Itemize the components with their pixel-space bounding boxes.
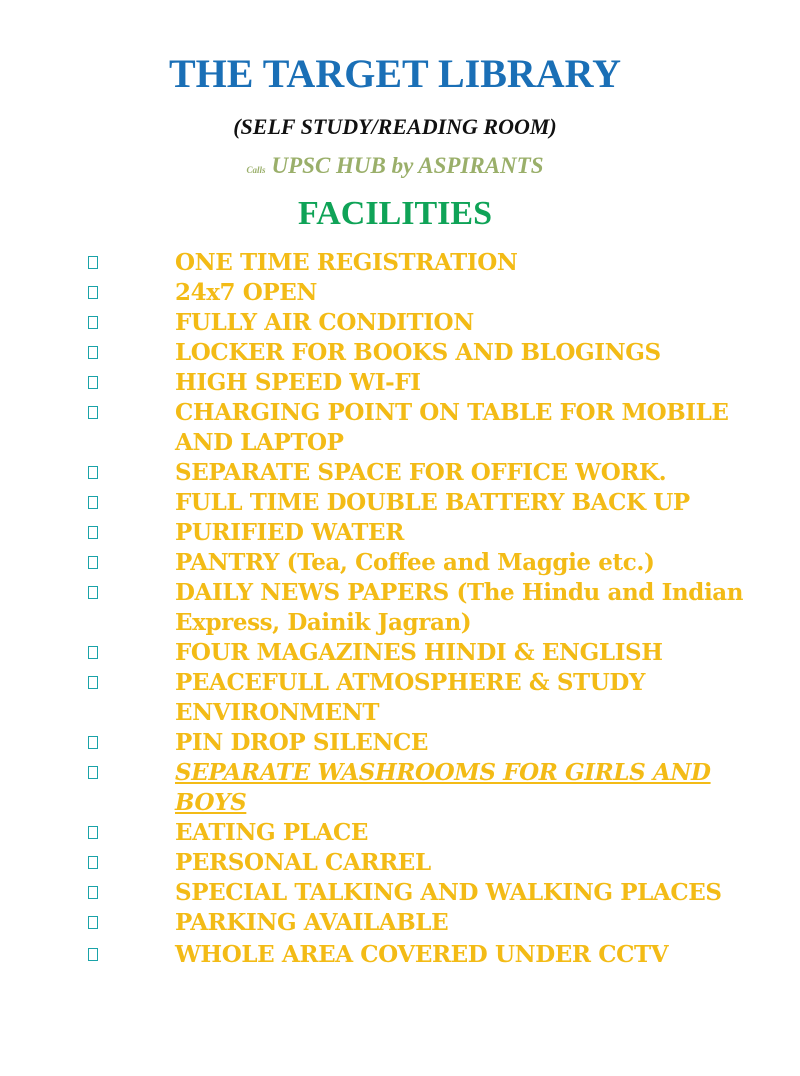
list-item <box>0 940 800 970</box>
list-item <box>0 458 800 488</box>
checkbox-bullet-icon <box>88 736 98 749</box>
checkbox-bullet-icon <box>88 466 98 479</box>
checkbox-bullet-icon <box>88 346 98 359</box>
facility-text: PEACEFULL ATMOSPHERE & STUDY ENVIRONMENT <box>175 669 645 726</box>
facility-text: PARKING AVAILABLE <box>175 909 449 936</box>
tagline-text: UPSC HUB by ASPIRANTS <box>271 153 544 178</box>
checkbox-bullet-icon <box>88 526 98 539</box>
list-item <box>0 758 800 818</box>
checkbox-bullet-icon <box>88 826 98 839</box>
library-tagline <box>0 152 790 184</box>
facility-text: SPECIAL TALKING AND WALKING PLACES <box>175 879 722 906</box>
facility-text-washrooms: SEPARATE WASHROOMS FOR GIRLS AND BOYS <box>175 759 711 816</box>
list-item <box>0 548 800 578</box>
list-item <box>0 668 800 728</box>
list-item <box>0 638 800 668</box>
facility-text: HIGH SPEED WI-FI <box>175 369 421 396</box>
facility-text: FULL TIME DOUBLE BATTERY BACK UP <box>175 489 690 516</box>
list-item <box>0 248 800 278</box>
checkbox-bullet-icon <box>88 286 98 299</box>
checkbox-bullet-icon <box>88 316 98 329</box>
facility-text: PERSONAL CARREL <box>175 849 431 876</box>
list-item <box>0 908 800 938</box>
list-item <box>0 848 800 878</box>
list-item <box>0 398 800 458</box>
list-item <box>0 728 800 758</box>
facilities-heading: FACILITIES <box>298 195 492 232</box>
facility-text: PURIFIED WATER <box>175 519 404 546</box>
list-item <box>0 368 800 398</box>
checkbox-bullet-icon <box>88 766 98 779</box>
facility-text: PANTRY (Tea, Coffee and Maggie etc.) <box>175 549 655 576</box>
facility-text: DAILY NEWS PAPERS (The Hindu and Indian Express, Dainik Jagran) <box>175 579 744 636</box>
facility-text: PIN DROP SILENCE <box>175 729 429 756</box>
facilities-list <box>0 248 800 970</box>
facility-text: CHARGING POINT ON TABLE FOR MOBILE AND LAPTOP <box>175 399 729 456</box>
list-item <box>0 818 800 848</box>
library-title: THE TARGET LIBRARY <box>168 51 622 96</box>
checkbox-bullet-icon <box>88 496 98 509</box>
checkbox-bullet-icon <box>88 886 98 899</box>
facility-text: FULLY AIR CONDITION <box>175 309 474 336</box>
checkbox-bullet-icon <box>88 586 98 599</box>
list-item <box>0 578 800 638</box>
list-item <box>0 488 800 518</box>
library-subtitle: (SELF STUDY/READING ROOM) <box>233 114 557 139</box>
checkbox-bullet-icon <box>88 376 98 389</box>
facility-text: EATING PLACE <box>175 819 369 846</box>
tagline-small-text: Calls <box>246 165 266 175</box>
checkbox-bullet-icon <box>88 676 98 689</box>
list-item <box>0 308 800 338</box>
facility-text: SEPARATE SPACE FOR OFFICE WORK. <box>175 459 667 486</box>
checkbox-bullet-icon <box>88 256 98 269</box>
list-item <box>0 278 800 308</box>
list-item <box>0 878 800 908</box>
facility-text: FOUR MAGAZINES HINDI & ENGLISH <box>175 639 663 666</box>
checkbox-bullet-icon <box>88 948 98 961</box>
checkbox-bullet-icon <box>88 916 98 929</box>
checkbox-bullet-icon <box>88 856 98 869</box>
list-item <box>0 338 800 368</box>
facility-text: ONE TIME REGISTRATION <box>175 249 518 276</box>
checkbox-bullet-icon <box>88 646 98 659</box>
checkbox-bullet-icon <box>88 556 98 569</box>
facility-text: WHOLE AREA COVERED UNDER CCTV <box>175 941 669 968</box>
facility-text: LOCKER FOR BOOKS AND BLOGINGS <box>175 339 661 366</box>
checkbox-bullet-icon <box>88 406 98 419</box>
list-item <box>0 518 800 548</box>
facility-text: 24x7 OPEN <box>175 279 318 306</box>
